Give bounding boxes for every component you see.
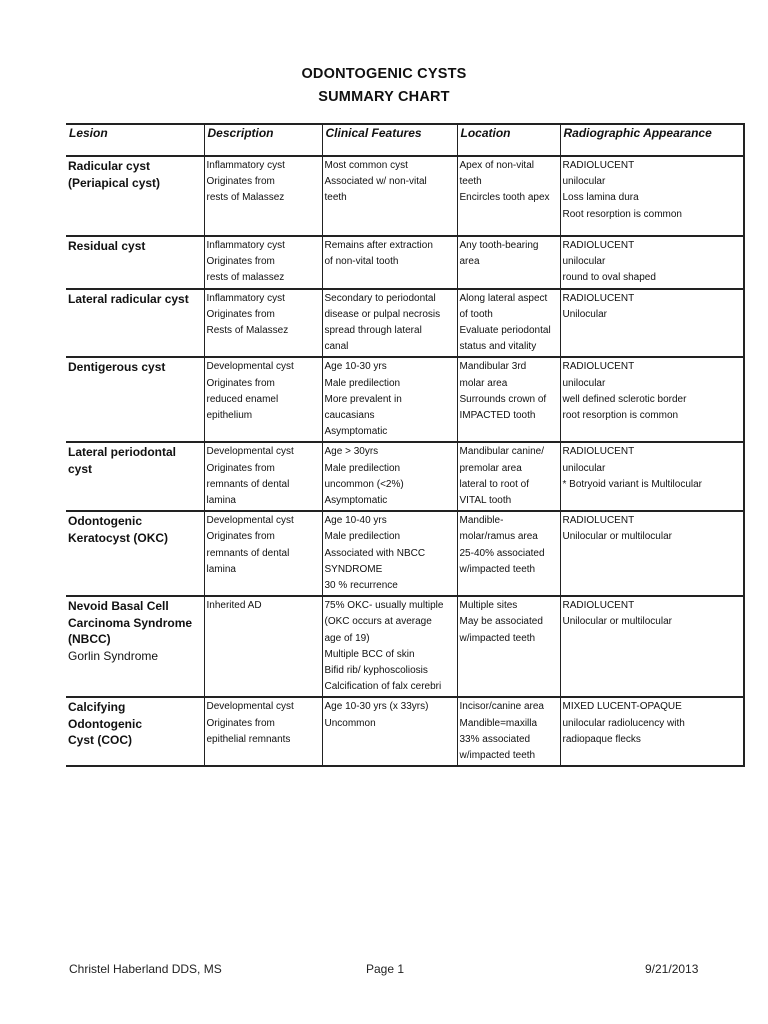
clinical-features-cell [322,442,457,511]
location-cell [457,442,560,511]
cell-text-line: of non-vital tooth [324,256,399,268]
cell-text-line: RADIOLUCENT [562,600,635,612]
lesion-name-line: Lateral periodontal [68,445,177,460]
cell-text-line: RADIOLUCENT [562,292,635,304]
column-header-location: Location [457,124,560,156]
cell-text-line: rests of malassez [206,272,285,284]
cell-text-line: Mandibular canine/ [459,446,544,458]
table-row [66,697,744,766]
cell-text-line: round to oval shaped [562,272,656,284]
description-cell [204,596,322,697]
cell-text-line: Secondary to periodontal [324,292,436,304]
cell-text-line: Associated w/ non-vital [324,176,427,188]
cell-text-line: Inflammatory cyst [206,292,285,304]
cell-text-line: unilocular radiolucency with [562,717,685,729]
lesion-name-line: Cyst (COC) [68,733,133,748]
cell-text-line: RADIOLUCENT [562,446,635,458]
clinical-features-cell [322,156,457,236]
radiographic-cell [560,357,744,442]
cell-text-line: teeth [459,176,482,188]
cell-text-line: canal [324,341,349,353]
footer-page-number: Page 1 [366,962,405,976]
location-cell [457,289,560,358]
radiographic-cell [560,236,744,289]
cell-text-line: Age > 30yrs [324,446,379,458]
cell-text-line: spread through lateral [324,325,422,337]
cell-text-line: well defined sclerotic border [562,393,687,405]
cell-text-line: Mandible=maxilla [459,717,538,729]
cell-text-line: epithelium [206,410,253,422]
cell-text-line: RADIOLUCENT [562,160,635,171]
lesion-cell [66,596,204,697]
cell-text-line: Inherited AD [206,600,262,612]
cell-text-line: unilocular [562,176,606,188]
cell-text-line: Inflammatory cyst [206,240,285,251]
lesion-name-line: Odontogenic [68,514,142,529]
cell-text-line: Age 10-40 yrs [324,515,387,527]
cell-text-line: Evaluate periodontal [459,325,551,337]
cell-text-line: w/impacted teeth [459,563,536,575]
cell-text-line: Mandible- [459,515,504,527]
cell-text-line: Incisor/canine area [459,701,544,713]
cell-text-line: disease or pulpal necrosis [324,308,441,320]
description-cell [204,697,322,766]
cell-text-line: unilocular [562,377,606,389]
cell-text-line: Male predilection [324,531,401,543]
lesion-cell [66,156,204,236]
lesion-name-line: Keratocyst (OKC) [68,530,169,545]
cell-text-line: Asymptomatic [324,426,388,438]
cell-text-line: 25-40% associated [459,547,545,559]
cell-text-line: Asymptomatic [324,495,388,507]
description-cell [204,442,322,511]
lesion-name-line: Radicular cyst [68,159,151,173]
lesion-name-line: cyst [68,461,93,476]
cell-text-line: status and vitality [459,341,537,353]
cell-text-line: RADIOLUCENT [562,361,635,373]
clinical-features-cell [322,697,457,766]
cell-text-line: Loss lamina dura [562,192,639,204]
lesion-name-line: (NBCC) [68,632,111,647]
description-cell [204,511,322,596]
description-cell [204,289,322,358]
cell-text-line: Encircles tooth apex [459,192,550,204]
table-row [66,156,744,236]
lesion-name-line: (Periapical cyst) [68,175,161,190]
cell-text-line: Male predilection [324,462,401,474]
location-cell [457,357,560,442]
lesion-cell [66,236,204,289]
cell-text-line: SYNDROME [324,563,383,575]
cell-text-line: More prevalent in [324,393,402,405]
radiographic-cell [560,289,744,358]
clinical-features-cell [322,596,457,697]
lesion-name-line: Lateral radicular cyst [68,291,189,306]
document-subtitle: SUMMARY CHART [318,89,450,105]
cell-text-line: Developmental cyst [206,701,294,713]
cell-text-line: MIXED LUCENT-OPAQUE [562,701,682,713]
cell-text-line: molar/ramus area [459,531,538,543]
cell-text-line: root resorption is common [562,410,679,422]
description-cell [204,156,322,236]
lesion-cell [66,697,204,766]
cell-text-line: Uncommon [324,717,376,729]
cell-text-line: Remains after extraction [324,240,433,251]
cell-text-line: Originates from [206,308,275,320]
cell-text-line: (OKC occurs at average [324,616,432,628]
cell-text-line: Root resorption is common [562,208,682,220]
cell-text-line: w/impacted teeth [459,632,536,644]
cell-text-line: of tooth [459,308,493,320]
cell-text-line: Associated with NBCC [324,547,426,559]
cell-text-line: IMPACTED tooth [459,410,536,422]
cell-text-line: Along lateral aspect [459,292,548,304]
cell-text-line: caucasians [324,410,375,422]
cell-text-line: uncommon (<2%) [324,478,404,490]
cell-text-line: unilocular [562,256,606,268]
cell-text-line: 75% OKC- usually multiple [324,600,444,612]
cell-text-line: May be associated [459,616,543,628]
table-header-row [66,124,744,156]
cell-text-line: remnants of dental [206,547,290,559]
cell-text-line: w/impacted teeth [459,750,536,762]
cell-text-line: Most common cyst [324,160,408,171]
description-cell [204,236,322,289]
location-cell [457,236,560,289]
table-row [66,289,744,358]
cell-text-line: Originates from [206,531,275,543]
cell-text-line: Unilocular or multilocular [562,531,672,543]
cell-text-line: molar area [459,377,508,389]
cell-text-line: Mandibular 3rd [459,361,527,373]
table-row [66,596,744,697]
cell-text-line: Developmental cyst [206,361,294,373]
lesion-cell [66,511,204,596]
cell-text-line: Male predilection [324,377,401,389]
table-row [66,357,744,442]
column-header-lesion: Lesion [66,124,204,156]
clinical-features-cell [322,357,457,442]
cell-text-line: Multiple sites [459,600,518,612]
cell-text-line: Surrounds crown of [459,393,547,405]
lesion-name-line: Odontogenic [68,716,142,731]
lesion-alternate-name: Gorlin Syndrome [68,648,159,663]
radiographic-cell [560,442,744,511]
cell-text-line: Developmental cyst [206,515,294,527]
cell-text-line: Any tooth-bearing [459,240,539,251]
cell-text-line: Unilocular [562,308,607,320]
table-row [66,442,744,511]
lesion-name-line: Residual cyst [68,239,146,253]
clinical-features-cell [322,289,457,358]
cell-text-line: RADIOLUCENT [562,240,635,251]
cell-text-line: Calcification of falx cerebri [324,681,442,693]
footer-date: 9/21/2013 [645,962,699,976]
location-cell [457,156,560,236]
cell-text-line: radiopaque flecks [562,733,641,745]
radiographic-cell [560,156,744,236]
description-cell [204,357,322,442]
cell-text-line: Age 10-30 yrs [324,361,387,373]
location-cell [457,511,560,596]
cell-text-line: reduced enamel [206,393,279,405]
lesion-name-line: Nevoid Basal Cell [68,599,169,614]
cell-text-line: Originates from [206,176,275,188]
cell-text-line: * Botryoid variant is Multilocular [562,478,702,490]
cell-text-line: premolar area [459,462,522,474]
cell-text-line: lateral to root of [459,478,529,490]
table-row [66,236,744,289]
cell-text-line: Apex of non-vital [459,160,534,171]
column-header-description: Description [204,124,322,156]
location-cell [457,596,560,697]
table-row [66,511,744,596]
radiographic-cell [560,697,744,766]
cell-text-line: 30 % recurrence [324,580,398,592]
lesion-name-line: Carcinoma Syndrome [68,615,193,630]
summary-table [66,123,745,767]
cell-text-line: lamina [206,563,236,575]
cell-text-line: lamina [206,495,236,507]
location-cell [457,697,560,766]
cell-text-line: Originates from [206,462,275,474]
cell-text-line: Originates from [206,256,275,268]
cell-text-line: Inflammatory cyst [206,160,285,171]
column-header-clinical-features: Clinical Features [322,124,457,156]
table-body [66,156,744,766]
radiographic-cell [560,511,744,596]
cell-text-line: teeth [324,192,347,204]
cell-text-line: Originates from [206,377,275,389]
cell-text-line: remnants of dental [206,478,290,490]
cell-text-line: Multiple BCC of skin [324,648,415,660]
cell-text-line: unilocular [562,462,606,474]
cell-text-line: area [459,256,480,268]
footer-author: Christel Haberland DDS, MS [69,962,222,976]
cell-text-line: epithelial remnants [206,733,291,745]
document-title: ODONTOGENIC CYSTS [301,66,467,82]
cell-text-line: Rests of Malassez [206,325,289,337]
cell-text-line: Age 10-30 yrs (x 33yrs) [324,701,429,713]
lesion-cell [66,289,204,358]
lesion-name-line: Calcifying [68,700,126,715]
clinical-features-cell [322,511,457,596]
clinical-features-cell [322,236,457,289]
cell-text-line: age of 19) [324,632,370,644]
radiographic-cell [560,596,744,697]
lesion-name-line: Dentigerous cyst [68,360,166,375]
cell-text-line: Bifid rib/ kyphoscoliosis [324,665,428,677]
cell-text-line: 33% associated [459,733,531,745]
column-header-radiographic: Radiographic Appearance [560,124,744,156]
lesion-cell [66,442,204,511]
cell-text-line: VITAL tooth [459,495,512,507]
cell-text-line: RADIOLUCENT [562,515,635,527]
lesion-cell [66,357,204,442]
cell-text-line: rests of Malassez [206,192,285,204]
cell-text-line: Unilocular or multilocular [562,616,672,628]
cell-text-line: Developmental cyst [206,446,294,458]
cell-text-line: Originates from [206,717,275,729]
